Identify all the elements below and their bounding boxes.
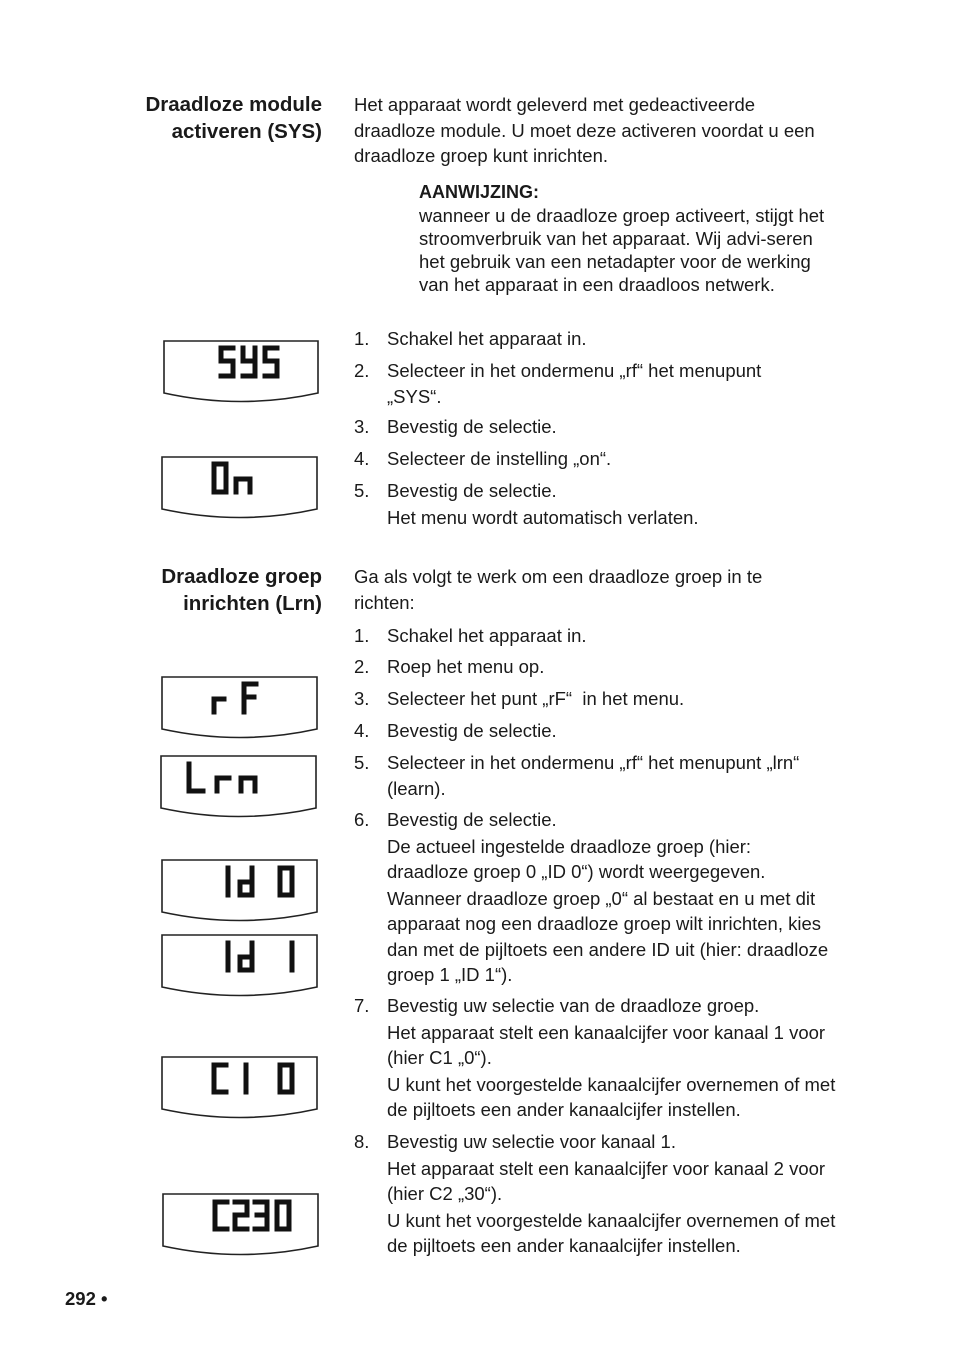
lcd-display-c10	[160, 1054, 320, 1120]
step-subtext: U kunt het voorgestelde kanaalcijfer overnemen of met de pijltoets een ander kanaalcijfer instellen.	[387, 1209, 836, 1256]
list-item	[354, 807, 839, 988]
page-number: 292 •	[65, 1288, 108, 1309]
list-item	[354, 1129, 839, 1259]
lcd-lrn-graphic	[159, 753, 319, 819]
step-subtext: U kunt het voorgestelde kanaalcijfer overnemen of met de pijltoets een ander kanaalcijfer instellen.	[387, 1073, 836, 1120]
list-item	[354, 623, 839, 649]
lcd-display-on	[160, 454, 320, 520]
step-text: Selecteer in het ondermenu „rf“ het menupunt „lrn“ (learn).	[387, 752, 800, 799]
step-number: 4.	[354, 448, 370, 469]
step-text: Selecteer het punt „rF“ in het menu.	[387, 688, 685, 709]
note-box	[419, 181, 829, 296]
lcd-on-graphic	[160, 454, 320, 520]
step-number: 7.	[354, 995, 370, 1016]
step-number: 2.	[354, 360, 370, 381]
step-number: 1.	[354, 625, 370, 646]
step-text: Bevestig uw selectie van de draadloze groep.	[387, 995, 760, 1016]
step-subtext: Wanneer draadloze groep „0“ al bestaat en u met dit apparaat nog een draadloze groep wilt inrichten, kies dan met de pijltoets een andere ID uit (hier: draadloze groep 1 „ID 1“).	[387, 887, 829, 985]
lcd-display-id1	[160, 932, 320, 998]
section-intro: Het apparaat wordt geleverd met gedeactiveerde draadloze module. U moet deze activeren voordat u een draadloze groep kunt inrichten.	[354, 94, 815, 166]
step-text: Schakel het apparaat in.	[387, 625, 587, 646]
section-intro: Ga als volgt te werk om een draadloze groep in te richten:	[354, 566, 763, 613]
step-text: Bevestig de selectie.	[387, 809, 557, 830]
step-subtext: Het menu wordt automatisch verlaten.	[387, 506, 699, 528]
heading-line: inrichten (Lrn)	[183, 592, 322, 615]
lcd-display-id0	[160, 857, 320, 923]
list-item	[354, 654, 839, 680]
lcd-c230-graphic	[161, 1191, 321, 1257]
lcd-rf-graphic	[160, 674, 320, 740]
list-item	[354, 718, 839, 744]
step-subtext: De actueel ingestelde draadloze groep (hier: draadloze groep 0 „ID 0“) wordt weergegeven.	[387, 835, 766, 882]
list-item	[354, 750, 839, 801]
step-number: 5.	[354, 480, 370, 501]
step-subtext: Het apparaat stelt een kanaalcijfer voor kanaal 2 voor (hier C2 „30“).	[387, 1157, 826, 1204]
section-heading-sys	[62, 91, 322, 145]
step-text: Bevestig de selectie.	[387, 480, 557, 501]
step-number: 3.	[354, 688, 370, 709]
lcd-display-sys	[161, 338, 321, 404]
lcd-display-lrn	[159, 753, 319, 819]
step-text: Bevestig de selectie.	[387, 720, 557, 741]
lcd-display-c230	[161, 1191, 321, 1257]
lcd-display-rf	[160, 674, 320, 740]
heading-line: activeren (SYS)	[171, 120, 322, 143]
heading-line: Draadloze groep	[161, 565, 322, 588]
step-text: Schakel het apparaat in.	[387, 328, 587, 349]
step-text: Selecteer in het ondermenu „rf“ het menupunt „SYS“.	[387, 360, 762, 407]
step-number: 5.	[354, 752, 370, 773]
step-text: Bevestig uw selectie voor kanaal 1.	[387, 1131, 676, 1152]
lcd-c10-graphic	[160, 1054, 320, 1120]
step-number: 2.	[354, 656, 370, 677]
step-number: 1.	[354, 328, 370, 349]
section-heading-lrn	[62, 563, 322, 617]
list-item	[354, 414, 839, 440]
note-body: wanneer u de draadloze groep activeert, stijgt het stroomverbruik van het apparaat. Wij advi-seren het gebruik van een netadapter voor de werking van het apparaat in een draadloos netwerk.	[419, 205, 825, 295]
step-number: 6.	[354, 809, 370, 830]
list-item	[354, 326, 839, 352]
lcd-id1-graphic	[160, 932, 320, 998]
step-number: 8.	[354, 1131, 370, 1152]
list-item	[354, 358, 839, 409]
step-text: Selecteer de instelling „on“.	[387, 448, 612, 469]
list-item	[354, 686, 839, 712]
step-number: 4.	[354, 720, 370, 741]
note-title: AANWIJZING:	[419, 182, 539, 202]
list-item	[354, 993, 839, 1123]
step-subtext: Het apparaat stelt een kanaalcijfer voor kanaal 1 voor (hier C1 „0“).	[387, 1021, 826, 1068]
lcd-id0-graphic	[160, 857, 320, 923]
step-text: Roep het menu op.	[387, 656, 545, 677]
step-text: Bevestig de selectie.	[387, 416, 557, 437]
heading-line: Draadloze module	[145, 93, 322, 116]
list-item	[354, 478, 839, 530]
step-number: 3.	[354, 416, 370, 437]
list-item	[354, 446, 839, 472]
lcd-sys-graphic	[161, 338, 321, 404]
